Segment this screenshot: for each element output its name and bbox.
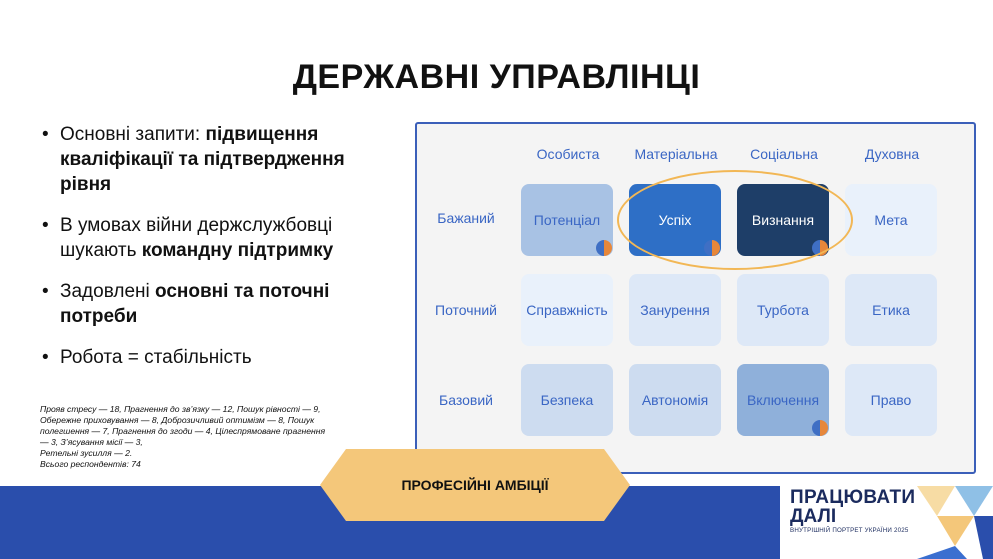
bullet-item [40,345,400,370]
column-header-personal: Особиста [536,146,600,162]
matrix-cell-purpose [845,184,937,256]
bullet-item [40,279,400,329]
decorative-triangles-icon [917,486,993,559]
needs-matrix [415,122,976,474]
footnote-line: Обережне приховування — 8, Доброзичливий оптимізм — 8, Пошук [40,415,315,425]
cell-label: Право [870,392,912,408]
row-header-basic: Базовий [439,392,493,408]
matrix-cell-care [737,274,829,346]
pie-marker-icon [596,240,612,256]
pie-marker-icon [812,420,828,436]
cell-label: Турбота [757,302,809,318]
cell-label: Включення [746,392,820,408]
matrix-cell-authenticity [521,274,613,346]
matrix-cell-inclusion [737,364,829,436]
cell-label: Успіх [658,212,692,228]
banner-label: ПРОФЕСІЙНІ АМБІЦІЇ [401,477,549,493]
footnote-line: — 3, З’ясування місії — 3, [40,437,143,447]
bullet-bold-text: командну підтримку [141,240,334,261]
cell-label: Етика [872,302,910,318]
row-header-current: Поточний [435,302,497,318]
footnote-line: полегшення — 7, Прагнення до згоди — 4, Цілеспрямоване прагнення [40,426,326,436]
matrix-cell-right [845,364,937,436]
footnote-line: Ретельні зусилля — 2. [40,448,133,458]
column-header-spiritual: Духовна [864,146,920,162]
cell-label: Безпека [540,392,594,408]
cell-label: Справжність [526,302,608,318]
bullet-bold-text: підвищення кваліфікації та підтвердження рівня [60,124,345,195]
slide-title: ДЕРЖАВНІ УПРАВЛІНЦІ [292,58,701,96]
cell-label: Автономія [641,392,709,408]
highlight-oval [617,170,853,270]
column-header-material: Матеріальна [634,146,718,162]
matrix-cell-autonomy [629,364,721,436]
cell-label: Визнання [751,212,815,228]
category-banner [320,449,630,521]
bullet-item [40,122,400,197]
matrix-cell-safety [521,364,613,436]
row-header-desired: Бажаний [437,210,495,226]
cell-label: Мета [874,212,908,228]
brand-title-line1: ПРАЦЮВАТИ [790,487,916,508]
bullet-text: Робота = стабільність [60,347,252,368]
bullet-list [40,122,400,386]
column-header-social: Соціальна [750,146,818,162]
bullet-bold-text: основні та поточні потреби [60,281,330,327]
matrix-cell-immersion [629,274,721,346]
matrix-cell-potential [521,184,613,256]
brand-title-line2: ДАЛІ [790,506,837,527]
brand-subtitle: ВНУТРІШНІЙ ПОРТРЕТ УКРАЇНИ 2025 [790,527,909,534]
footnote-line: Прояв стресу — 18, Прагнення до зв’язку — 12, Пошук рівності — 9, [40,404,321,414]
bullet-text: Задовлені [60,281,155,302]
cell-label: Потенціал [533,212,601,228]
bullet-text: Основні запити: [60,124,206,145]
footnote-line: Всього респондентів: 74 [40,459,141,469]
bullet-text: В умовах війни держслужбовці шукають [60,215,333,261]
cell-label: Занурення [640,302,710,318]
bullet-item [40,213,400,263]
matrix-cell-ethics [845,274,937,346]
brand-logo [790,488,920,536]
